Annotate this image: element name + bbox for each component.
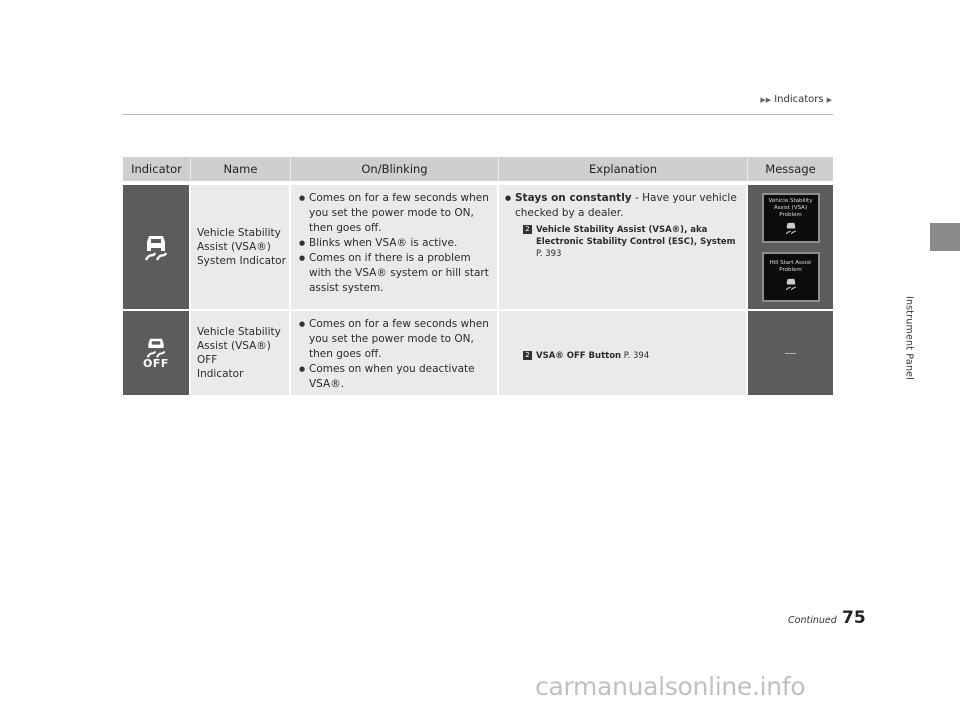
- column-header-explanation: Explanation: [499, 157, 748, 181]
- header-rule: [123, 114, 833, 115]
- section-label: Instrument Panel: [903, 295, 915, 381]
- table-row: [123, 185, 833, 309]
- vsa-skid-icon: [143, 232, 169, 262]
- no-message-dash: —: [784, 346, 797, 360]
- column-header-message: Message: [765, 162, 816, 176]
- continued-label: Continued: [788, 615, 837, 626]
- list-item: ● Blinks when VSA® is active.: [301, 236, 491, 251]
- indicator-cell: [123, 311, 191, 395]
- column-header-name: Name: [191, 157, 291, 181]
- list-item: ● Comes on for a few seconds when you set the power mode to ON, then goes off.: [301, 317, 491, 362]
- explanation-cell: [499, 311, 748, 395]
- message-display: [762, 252, 820, 302]
- column-header-on-blinking: On/Blinking: [291, 157, 499, 181]
- table-header: [123, 157, 833, 183]
- reference-title: VSA® OFF Button: [536, 351, 622, 361]
- cross-reference[interactable]: [507, 224, 740, 260]
- message-line: Problem: [779, 266, 802, 273]
- name-line: Vehicle Stability: [197, 227, 281, 239]
- table-row: [123, 311, 833, 395]
- on-blinking-cell: [291, 185, 499, 309]
- name-cell: [191, 185, 291, 309]
- message-cell: [748, 185, 833, 309]
- message-display: [762, 193, 820, 243]
- breadcrumb: [760, 94, 832, 105]
- vsa-off-icon: [143, 337, 169, 370]
- message-line: Hill Start Assist: [769, 259, 812, 266]
- breadcrumb-arrows: ▶▶: [760, 95, 772, 104]
- name-line: Assist (VSA®) OFF: [197, 340, 271, 366]
- breadcrumb-title: Indicators: [774, 94, 824, 105]
- message-line: Assist (VSA): [773, 204, 808, 211]
- vsa-skid-icon: [785, 277, 797, 291]
- list-item: ● Comes on for a few seconds when you set the power mode to ON, then goes off.: [301, 191, 491, 236]
- reference-page: P. 394: [621, 351, 650, 361]
- vsa-skid-icon: [785, 221, 797, 235]
- message-cell: [748, 311, 833, 395]
- message-line: Vehicle Stability: [768, 197, 813, 204]
- reference-arrow-icon: 2: [523, 225, 532, 234]
- name-cell: [191, 311, 291, 395]
- list-item: ● Comes on if there is a problem with the VSA® system or hill start assist system.: [301, 251, 491, 296]
- name-line: System Indicator: [197, 255, 286, 267]
- reference-title: Vehicle Stability Assist (VSA®), aka Electronic Stability Control (ESC), System: [536, 225, 736, 247]
- name-line: Vehicle Stability: [197, 326, 281, 338]
- cross-reference[interactable]: [507, 350, 649, 362]
- indicator-table: [123, 157, 833, 395]
- message-line: Problem: [779, 211, 802, 218]
- off-label: OFF: [143, 356, 169, 370]
- indicator-cell: [123, 185, 191, 309]
- explanation-bold: Stays on constantly: [515, 192, 632, 204]
- name-line: Assist (VSA®): [197, 241, 271, 253]
- reference-arrow-icon: 2: [523, 351, 532, 360]
- explanation-cell: ● Stays on constantly - Have your vehicle checked by a dealer. 2 Vehicle Stability Assist (VSA®), aka Electronic Stability Control (ESC), System P. 393: [499, 185, 748, 309]
- watermark: carmanualsonline.info: [535, 672, 806, 701]
- page-number: 75: [842, 608, 866, 628]
- section-tab: [930, 223, 960, 251]
- on-blinking-cell: [291, 311, 499, 395]
- list-item: ● Comes on when you deactivate VSA®.: [301, 362, 491, 392]
- reference-page: P. 393: [536, 249, 562, 259]
- name-line: Indicator: [197, 368, 244, 380]
- explanation-text: - Have your vehicle checked by a dealer.: [515, 192, 737, 219]
- breadcrumb-arrow: ▶: [826, 95, 832, 104]
- column-header-indicator: Indicator: [123, 157, 191, 181]
